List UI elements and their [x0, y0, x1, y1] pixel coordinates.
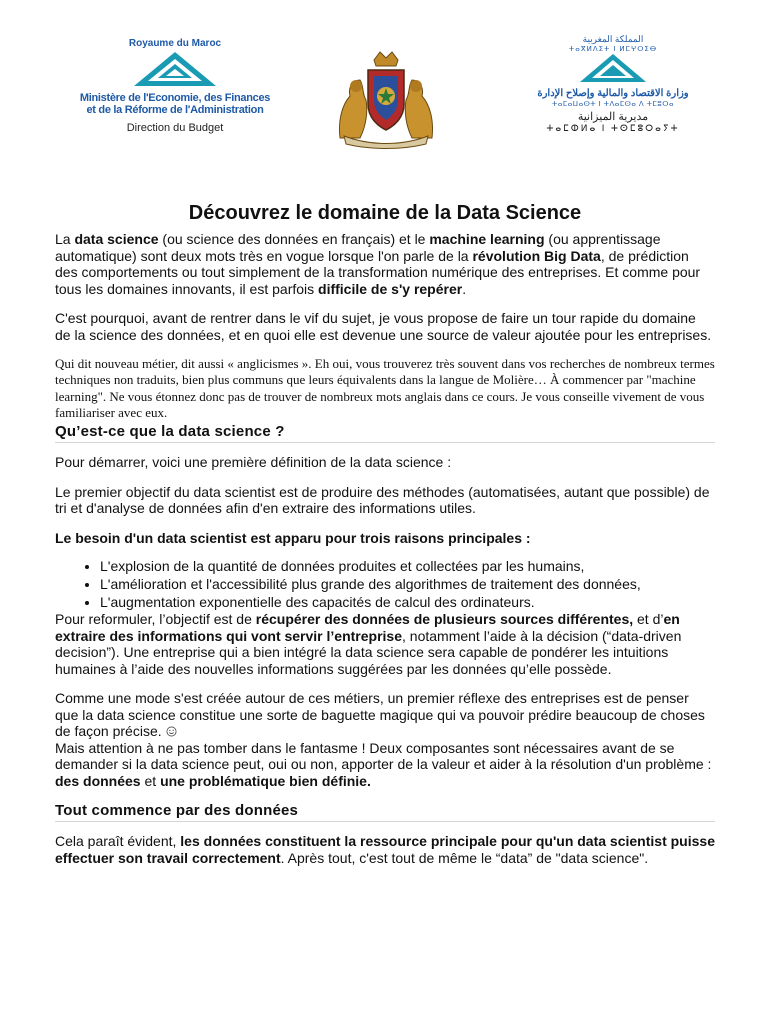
- arabic-kingdom-label: المملكة المغربية: [582, 34, 644, 44]
- objective-paragraph: Le premier objectif du data scientist est de produire des méthodes (automatisées, autant que possible) de tri et d'analyse de données afin d'en extraire des informations utiles.: [55, 483, 710, 517]
- list-item: • L'augmentation exponentielle des capacités de calcul des ordinateurs.: [100, 593, 715, 611]
- ministry-logo-arabic: [528, 34, 698, 164]
- reformulate-paragraph: Pour reformuler, l’objectif est de récupérer des données de plusieurs sources différentes, et d’en extraire des informations qui vont servir l’entreprise, notamment l’aide à la décision (“data-driven decision”). Une entreprise qui a bien intégré la data science sera capable de pondérer les intuitions humaines à l’aide des nouvelles informations suggérées par les données qu’elle possède.: [55, 611, 682, 677]
- arabic-ministry-name: وزارة الاقتصاد والمالية وإصلاح الإدارة: [537, 88, 689, 99]
- intro-paragraph: La data science (ou science des données en français) et le machine learning (ou apprentissage automatique) sont deux mots très en vogue lorsque l'on parle de la révolution Big Data, de prédiction des comportements ou tout simplement de la transformation numérique des entreprises. Et comme pour tous les domaines innovants, il est parfois difficile de s'y repérer.: [55, 231, 701, 297]
- reasons-title: Le besoin d'un data scientist est apparu pour trois raisons principales :: [55, 529, 531, 546]
- anglicisms-paragraph: Qui dit nouveau métier, dit aussi « anglicismes ». Eh oui, vous trouverez très souvent dans vos recherches de nombreux termes techniques non traduits, bien plus communs que leurs équivalents dans la langue de Molière… À commencer par "machine learning". Ne vous étonnez donc pas de trouver de nombreux mots anglais dans ce cours. Je vous conseille vivement de vous familiariser avec eux.: [55, 356, 715, 420]
- purpose-paragraph: C'est pourquoi, avant de rentrer dans le vif du sujet, je vous propose de faire un tour rapide du domaine de la science des données, et en quoi elle est devenue une source de valeur ajoutée pour les entreprises.: [55, 310, 712, 343]
- reasons-list: [55, 557, 715, 611]
- division-label: Direction du Budget: [126, 122, 224, 134]
- coat-of-arms-icon: [330, 50, 442, 150]
- section-heading-what-is-data-science: Qu’est-ce que la data science ?: [55, 423, 715, 443]
- tifinagh-ministry-name: ⵜⴰⵎⴰⵡⴰⵙⵜ ⵏ ⵜⴷⴰⵎⵙⴰ ⴷ ⵜⵎⵓⵔⴰ: [552, 101, 674, 108]
- page-title: Découvrez le domaine de la Data Science: [188, 202, 582, 224]
- ministry-triangle-logo: [120, 51, 230, 87]
- ministry-logo-french: [60, 30, 290, 160]
- data-resource-paragraph: Cela paraît évident, les données constituent la ressource principale pour qu'un data scientist puisse effectuer son travail correctement. Après tout, c'est tout de même le “data” de "data science".: [55, 833, 715, 866]
- list-item: • L'amélioration et l'accessibilité plus grande des algorithmes de traitement des données,: [100, 575, 715, 593]
- section-heading-data-first: Tout commence par des données: [55, 802, 715, 822]
- ministry-name-line1: Ministère de l'Economie, des Finances: [79, 92, 271, 104]
- tifinagh-division-label: ⵜⴰⵎⵀⵍⴰ ⵏ ⵜⵙⵎⵓⵔⴰⵢⵜ: [546, 123, 680, 133]
- smiley-icon: [166, 726, 177, 737]
- arabic-division-label: مديرية الميزانية: [577, 111, 649, 123]
- ministry-triangle-logo-right: [568, 53, 658, 83]
- fashion-paragraph: Comme une mode s'est créée autour de ces métiers, un premier réflexe des entreprises est de penser que la data science constitue une sorte de baguette magique qui va pouvoir prédire beaucoup de choses de façon précise. Mais attention à ne pas tomber dans le fantasme ! Deux composantes sont nécessaires avant de se demander si la data science peut, oui ou non, apporter de la valeur et aider à la résolution d'un problème : des données et une problématique bien définie.: [55, 690, 712, 789]
- ministry-name-line2: et de la Réforme de l'Administration: [86, 104, 264, 116]
- list-item: • L'explosion de la quantité de données produites et collectées par les humains,: [100, 557, 715, 575]
- definition-intro-paragraph: Pour démarrer, voici une première définition de la data science :: [55, 454, 452, 471]
- document-body: [55, 202, 715, 879]
- kingdom-label: Royaume du Maroc: [128, 38, 222, 49]
- tifinagh-kingdom-label: ⵜⴰⴳⵍⴷⵉⵜ ⵏ ⵍⵎⵖⵔⵉⴱ: [568, 46, 658, 53]
- document-header: [0, 0, 768, 190]
